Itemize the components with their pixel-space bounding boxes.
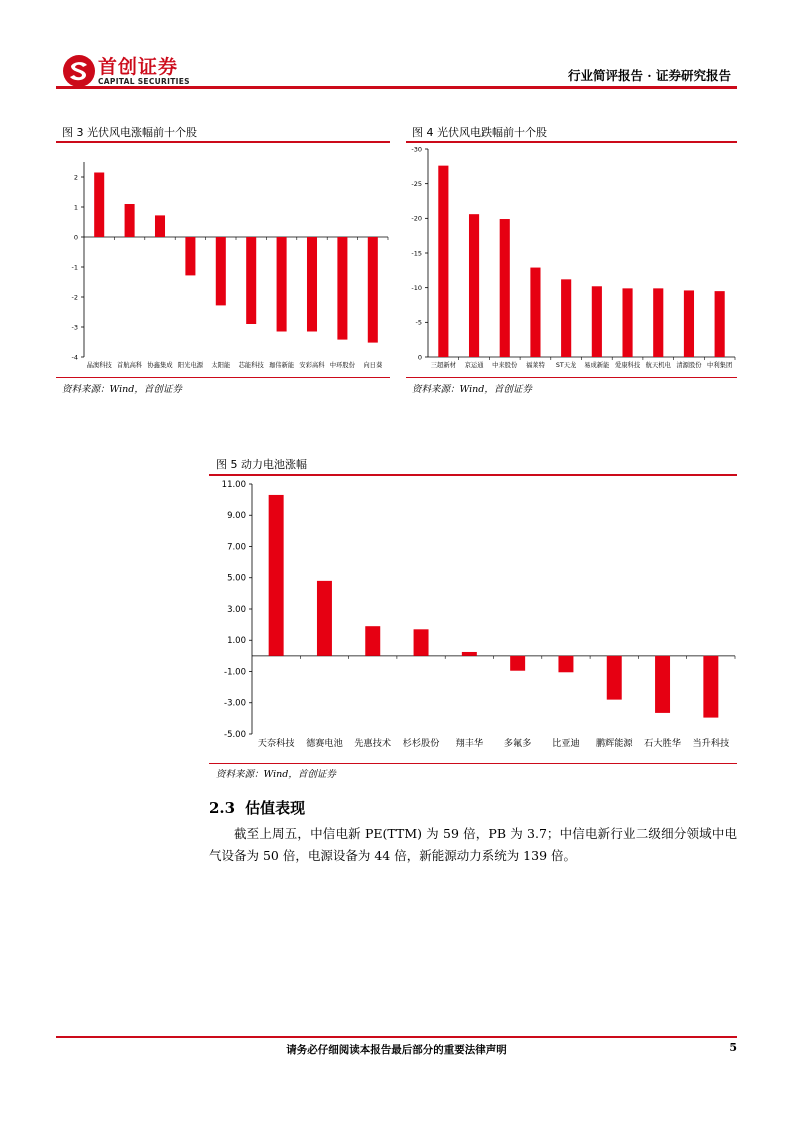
- y-tick-label: 3.00: [227, 604, 246, 615]
- y-tick-label: -2: [71, 293, 78, 302]
- bar: [715, 291, 725, 357]
- bar: [246, 237, 256, 324]
- section-title: 估值表现: [245, 799, 306, 817]
- category-label: 鹏辉能源: [595, 738, 633, 749]
- category-label: 安彩高科: [299, 362, 325, 369]
- y-tick-label: 7.00: [227, 542, 246, 553]
- valuation-paragraph: 截至上周五，中信电新 PE(TTM) 为 59 倍，PB 为 3.7；中信电新行业二级细分领域中电气设备为 50 倍，电源设备为 44 倍，新能源动力系统为 139 倍。: [209, 826, 737, 863]
- category-label: 协鑫集成: [147, 362, 173, 369]
- figure-5-chart: [209, 476, 737, 760]
- bar: [216, 237, 226, 305]
- figure-4-bottom-rule: [406, 377, 737, 378]
- y-tick-label: 11.00: [221, 479, 246, 490]
- y-tick-label: 9.00: [227, 511, 246, 522]
- category-label: 清源股份: [676, 362, 702, 369]
- category-label: 向日葵: [363, 362, 383, 369]
- category-label: 中环股份: [329, 362, 355, 369]
- category-label: 阳光电源: [177, 362, 203, 369]
- bar: [269, 495, 284, 656]
- bar: [607, 656, 622, 700]
- figure-5-title: 图 5 动力电池涨幅: [216, 458, 307, 471]
- y-tick-label: -10: [411, 283, 422, 292]
- category-label: 京运通: [464, 362, 484, 369]
- y-tick-label: 0: [73, 233, 78, 242]
- section-heading: [209, 797, 305, 818]
- y-tick-label: -3: [71, 323, 78, 332]
- bar: [438, 166, 448, 357]
- y-tick-label: -3.00: [224, 698, 246, 709]
- bar: [414, 629, 429, 656]
- bar: [469, 214, 479, 357]
- bar: [317, 581, 332, 656]
- bar: [307, 237, 317, 332]
- y-tick-label: -25: [411, 179, 422, 188]
- y-tick-label: 1: [73, 203, 78, 212]
- y-tick-label: -5: [415, 318, 422, 327]
- y-tick-label: -15: [411, 249, 422, 258]
- bar: [94, 173, 104, 238]
- category-label: 中利集团: [707, 362, 733, 369]
- bar: [684, 290, 694, 357]
- y-tick-label: 2: [73, 173, 78, 182]
- category-label: 杉杉股份: [402, 738, 440, 749]
- figure-3-source: 资料来源：Wind，首创证券: [62, 384, 182, 395]
- figure-5-source: 资料来源：Wind，首创证券: [216, 769, 336, 780]
- category-label: 晶澳科技: [86, 362, 112, 369]
- category-label: 福莱特: [526, 362, 545, 369]
- category-label: 太阳能: [211, 362, 231, 369]
- y-tick-label: 5.00: [227, 573, 246, 584]
- company-logo-icon: [62, 54, 96, 88]
- y-tick-label: -20: [411, 214, 422, 223]
- bar: [592, 286, 602, 357]
- y-tick-label: -4: [71, 353, 78, 362]
- bar: [277, 237, 287, 332]
- figure-4-chart: [406, 144, 737, 372]
- category-label: 芯能科技: [238, 362, 264, 369]
- figure-3-chart: [56, 144, 390, 372]
- category-label: 多氟多: [503, 738, 532, 749]
- category-label: 三超新材: [430, 362, 456, 369]
- bar: [655, 656, 670, 713]
- figure-4-title: 图 4 光伏风电跌幅前十个股: [412, 126, 547, 139]
- category-label: 石大胜华: [644, 738, 681, 749]
- y-tick-label: -1: [71, 263, 78, 272]
- y-tick-label: 1.00: [227, 636, 246, 647]
- bar: [185, 237, 195, 275]
- category-label: 爱康科技: [614, 362, 641, 369]
- page-number: 5: [729, 1041, 737, 1054]
- logo-chinese-name: 首创证券: [98, 56, 179, 78]
- category-label: 中来股份: [492, 362, 518, 369]
- bar: [365, 626, 380, 656]
- bar: [558, 656, 573, 672]
- y-tick-label: -1.00: [224, 667, 246, 678]
- category-label: 比亚迪: [552, 738, 580, 749]
- y-tick-label: -30: [411, 145, 422, 154]
- figure-4-source: 资料来源：Wind，首创证券: [412, 384, 532, 395]
- y-tick-label: -5.00: [224, 729, 246, 740]
- logo-english-name: CAPITAL SECURITIES: [98, 77, 190, 86]
- category-label: 易成新能: [584, 362, 610, 369]
- category-label: 航天机电: [645, 362, 671, 369]
- bar: [622, 288, 632, 357]
- figure-3-bottom-rule: [56, 377, 390, 378]
- category-label: 德赛电池: [306, 738, 343, 749]
- category-label: 当升科技: [692, 738, 730, 749]
- bar: [561, 279, 571, 357]
- logo-text: [98, 57, 190, 87]
- footer-disclaimer: 请务必仔细阅读本报告最后部分的重要法律声明: [286, 1044, 507, 1056]
- bar: [368, 237, 378, 343]
- figure-5-bottom-rule: [209, 763, 737, 764]
- bar: [155, 215, 165, 237]
- bar: [530, 268, 540, 357]
- footer-divider: [56, 1036, 737, 1038]
- y-tick-label: 0: [417, 353, 422, 362]
- category-label: 珈伟新能: [269, 362, 295, 369]
- bar: [653, 288, 663, 357]
- bar: [125, 204, 135, 237]
- report-type: 行业简评报告 · 证券研究报告: [567, 68, 731, 83]
- category-label: 先惠技术: [354, 738, 392, 749]
- figure-4-top-rule: [406, 141, 737, 143]
- category-label: 天奈科技: [257, 738, 295, 749]
- bar: [703, 656, 718, 718]
- header-divider: [56, 86, 737, 89]
- bar: [500, 219, 510, 357]
- bar: [337, 237, 347, 340]
- figure-3-title: 图 3 光伏风电涨幅前十个股: [62, 126, 197, 139]
- category-label: 首航高科: [117, 362, 143, 369]
- section-number: 2.3: [209, 799, 236, 817]
- figure-3-top-rule: [56, 141, 390, 143]
- bar: [462, 652, 477, 656]
- bar: [510, 656, 525, 671]
- category-label: 翔丰华: [455, 738, 484, 749]
- category-label: ST天龙: [555, 362, 577, 369]
